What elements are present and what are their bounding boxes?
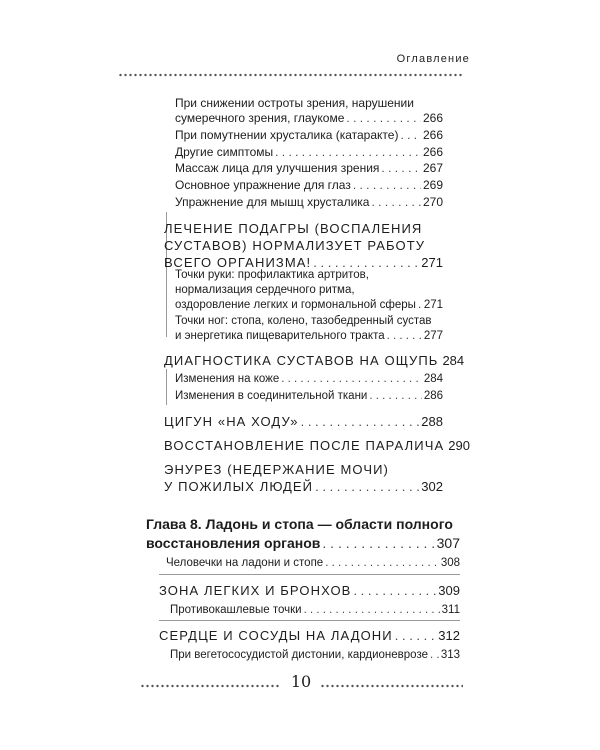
dot-leader [325,556,439,571]
toc-entry[interactable] [175,268,443,313]
dot-leader [369,389,421,404]
toc-section-text: У ПОЖИЛЫХ ЛЮДЕЙ [164,479,314,494]
page-number: 10 [290,672,312,691]
toc-entry[interactable] [175,128,443,143]
toc-entry-text: При вегетососудистой дистонии, кардионеврозе [170,649,428,661]
toc-entry-text: оздоровление легких и гормональной сферы [175,299,416,311]
dot-leader [418,298,422,313]
dot-leader [395,627,437,644]
toc-entry-text: Человечки на ладони и стопе [166,557,324,569]
toc-page-number: 270 [422,195,443,209]
toc-page-number: 284 [442,353,465,368]
toc-page-number: 271 [421,255,443,270]
toc-section-text: ЭНУРЕЗ (НЕДЕРЖАНИЕ МОЧИ) [164,462,389,477]
dot-leader [315,478,419,495]
toc-entry[interactable] [175,96,443,126]
entry-separator-line [159,574,460,575]
entry-separator-line [159,620,460,621]
toc-page-number: 290 [448,438,470,453]
toc-entry[interactable] [175,389,443,404]
footer-decorative-rule-right [320,684,463,688]
footer-decorative-rule-left [140,684,280,688]
toc-entry-text: Точки ног: стопа, колено, тазобедренный сустав [175,315,432,327]
toc-page-number: 312 [438,628,460,643]
dot-leader [400,128,421,143]
dot-leader [353,582,436,599]
toc-entry[interactable] [170,648,460,663]
toc-entry-text: Точки руки: профилактика артритов, [175,269,369,281]
dot-leader [353,178,421,193]
toc-page-number: 307 [436,535,460,551]
toc-page-number: 288 [421,414,443,429]
toc-section-entry[interactable] [164,413,443,430]
toc-entry-text: При снижении остроты зрения, нарушении [175,96,414,110]
dot-leader [381,161,421,176]
dot-leader [304,603,440,618]
toc-section-entry[interactable] [159,582,460,599]
toc-page-number: 271 [423,299,443,311]
dot-leader [346,111,421,126]
toc-page-number: 266 [422,145,443,159]
toc-page-number: 267 [422,161,443,175]
toc-entry-text: и энергетика пищеварительного тракта [175,330,385,342]
toc-entry-text: При помутнении хрусталика (катаракте) [175,128,399,142]
running-header: Оглавление [396,53,470,65]
dot-leader [281,372,422,387]
toc-entry[interactable] [175,178,443,193]
dot-leader [430,648,439,663]
toc-entry[interactable] [170,603,460,618]
toc-page-number: 302 [421,479,443,494]
toc-page-number: 277 [423,330,443,342]
toc-chapter-entry[interactable] [146,515,460,553]
toc-entry[interactable] [175,314,443,344]
dot-leader [301,413,420,430]
dot-leader [322,534,434,553]
toc-section-entry[interactable] [164,461,443,495]
toc-section-text: ДИАГНОСТИКА СУСТАВОВ НА ОЩУПЬ [164,353,439,368]
toc-section-text: СУСТАВОВ) НОРМАЛИЗУЕТ РАБОТУ [164,238,426,253]
toc-section-text: СЕРДЦЕ И СОСУДЫ НА ЛАДОНИ [159,628,393,643]
toc-section-text: ЛЕЧЕНИЕ ПОДАГРЫ (ВОСПАЛЕНИЯ [164,221,423,236]
toc-section-entry[interactable] [164,352,465,369]
toc-page-number: 269 [422,178,443,192]
dot-leader [371,195,420,210]
toc-entry-text: Изменения на коже [175,373,280,385]
toc-entry-text: Изменения в соединительной ткани [175,390,368,402]
toc-page-number: 266 [422,128,443,142]
toc-page-number: 311 [441,604,460,616]
toc-entry-text: нормализация сердечного ритма, [175,284,355,296]
toc-entry-text: Основное упражнение для глаз [175,178,351,192]
toc-entry[interactable] [175,145,443,160]
subsection-indent-line [166,369,167,405]
dot-leader [275,145,421,160]
toc-entry[interactable] [175,161,443,176]
toc-page-number: 309 [438,583,460,598]
toc-page-number: 308 [440,557,460,569]
toc-page-number: 266 [422,111,443,125]
toc-page-number: 286 [423,390,443,402]
toc-entry[interactable] [175,195,443,210]
toc-entry[interactable] [175,372,443,387]
toc-entry-text: Упражнение для мышц хрусталика [175,195,370,209]
toc-entry[interactable] [166,556,460,571]
toc-page-number: 284 [423,373,443,385]
toc-entry-text: Массаж лица для улучшения зрения [175,161,380,175]
toc-entry-text: Другие симптомы [175,145,274,159]
toc-chapter-text: Глава 8. Ладонь и стопа — области полного [146,516,453,532]
toc-chapter-text: восстановления органов [146,535,321,551]
toc-entry-text: Противокашлевые точки [170,604,302,616]
toc-section-entry[interactable] [159,627,460,644]
dot-leader [387,329,422,344]
toc-section-text: ЗОНА ЛЕГКИХ И БРОНХОВ [159,583,352,598]
toc-section-text: ЦИГУН «НА ХОДУ» [164,414,299,429]
toc-section-text: ВСЕГО ОРГАНИЗМА! [164,255,312,270]
toc-section-entry[interactable] [164,437,470,454]
toc-section-text: ВОССТАНОВЛЕНИЕ ПОСЛЕ ПАРАЛИЧА [164,438,445,453]
toc-section-entry[interactable] [164,220,443,271]
toc-page-number: 313 [440,649,460,661]
toc-entry-text: сумеречного зрения, глаукоме [175,111,345,125]
